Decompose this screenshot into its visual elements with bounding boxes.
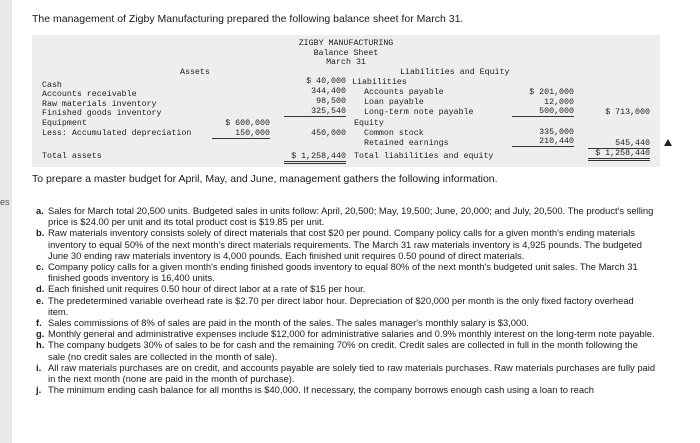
- list-item-b: [36, 227, 656, 261]
- equity-label-common: Common stock: [364, 129, 424, 138]
- item-text: Monthly general and administrative expenses include $12,000 for administrative salaries and 0.9% monthly interest on the long-term note payable.: [48, 328, 655, 340]
- accum-dep-value: 150,000: [212, 129, 270, 139]
- mouse-cursor-icon: [664, 139, 672, 146]
- item-letter: h.: [36, 339, 45, 351]
- liab-label-loan: Loan payable: [364, 98, 424, 107]
- item-letter: i.: [36, 361, 42, 373]
- item-text: The minimum ending cash balance for all months is $40,000. If necessary, the company borrows enough cash using a loan to reach: [48, 384, 594, 396]
- loan-value: 12,000: [544, 98, 574, 107]
- list-item-i: [36, 362, 656, 384]
- list-item-e: [36, 295, 656, 317]
- asset-label-fg: Finished goods inventory: [42, 109, 162, 118]
- item-letter: g.: [36, 328, 45, 340]
- list-item-c: [36, 261, 656, 283]
- equipment-value: $ 600,000: [225, 119, 270, 128]
- liab-label-ap: Accounts payable: [364, 88, 444, 97]
- item-letter: f.: [36, 317, 42, 329]
- list-item-h: [36, 339, 656, 361]
- liab-label-note: Long-term note payable: [364, 108, 474, 117]
- common-stock-value: 335,000: [539, 128, 574, 137]
- retained-earnings-value: 210,440: [512, 137, 574, 147]
- total-le-label: Total liabilities and equity: [354, 152, 494, 161]
- item-letter: a.: [36, 205, 44, 216]
- item-text: Each finished unit requires 0.50 hour of direct labor at a rate of $15 per hour.: [48, 283, 366, 295]
- total-equity-value: 545,440: [588, 139, 650, 149]
- total-liabilities-value: $ 713,000: [605, 108, 650, 117]
- intro-text: The management of Zigby Manufacturing prepared the following balance sheet for March 31.: [32, 13, 464, 25]
- side-panel-label: es: [0, 197, 10, 207]
- balance-sheet: [32, 35, 660, 167]
- master-budget-intro: To prepare a master budget for April, May, and June, management gathers the following information.: [32, 173, 498, 185]
- bs-title-company: ZIGBY MANUFACTURING: [298, 39, 394, 48]
- item-letter: d.: [36, 283, 45, 295]
- asset-label-ar: Accounts receivable: [42, 90, 137, 99]
- note-value: 500,000: [512, 107, 574, 117]
- total-le-value: $ 1,258,440: [588, 149, 650, 161]
- list-item-g: [36, 328, 656, 339]
- item-text: Raw materials inventory consists solely of direct materials that cost $20 per pound. Company policy calls for a given month's ending materials inventory to equal 50% of the next month's direct materials requirements. The March 31 raw materials inventory is 4,925 pounds. The budgeted June 30 ending raw materials inventory is 4,000 pounds. Each finished unit requires 0.50 pound of direct materials.: [48, 227, 642, 261]
- equity-label: Equity: [354, 119, 384, 128]
- assets-header: Assets: [180, 68, 210, 77]
- asset-label-accum-dep: Less: Accumulated depreciation: [42, 129, 192, 138]
- item-letter: c.: [36, 261, 44, 273]
- item-letter: b.: [36, 227, 45, 239]
- total-assets-value: $ 1,258,440: [284, 152, 346, 164]
- item-text: The company budgets 30% of sales to be for cash and the remaining 70% on credit. Credit sales are collected in full in the month following the sale (no credit sales are collected in the month of sale).: [48, 339, 638, 362]
- item-text: Company policy calls for a given month's ending finished goods inventory to equal 80% of the next month's budgeted unit sales. The March 31 finished goods inventory is 16,400 units.: [48, 261, 638, 284]
- raw-value: 98,500: [316, 97, 346, 106]
- cash-value: $ 40,000: [306, 77, 346, 86]
- item-letter: e.: [36, 294, 44, 306]
- asset-label-cash: Cash: [42, 81, 62, 90]
- equity-label-retained: Retained earnings: [364, 139, 449, 148]
- total-assets-label: Total assets: [42, 152, 102, 161]
- list-item-f: [36, 317, 656, 328]
- ar-value: 344,400: [311, 87, 346, 96]
- item-text: The predetermined variable overhead rate is $2.70 per direct labor hour. Depreciation of $20,000 per month is the only fixed factory overhead item.: [48, 294, 634, 317]
- ap-value: $ 201,000: [529, 88, 574, 97]
- net-equipment-value: 450,000: [311, 129, 346, 138]
- bs-title-date: March 31: [326, 58, 366, 67]
- liabilities-label: Liabilities: [352, 78, 407, 87]
- budget-info-list: [36, 205, 656, 395]
- item-text: Sales for March total 20,500 units. Budgeted sales in units follow: April, 20,500; May, 19,500; June, 20,000; and July, 20,500. The product's selling price is $24.00 per unit and its total product cost is $19.85 per unit.: [48, 205, 654, 228]
- item-letter: j.: [36, 384, 42, 396]
- liab-equity-header: Liabilities and Equity: [400, 68, 510, 77]
- list-item-d: [36, 283, 656, 294]
- item-text: Sales commissions of 8% of sales are paid in the month of the sales. The sales manager's monthly salary is $3,000.: [48, 317, 530, 329]
- asset-label-raw: Raw materials inventory: [42, 100, 157, 109]
- side-panel-strip: [0, 0, 12, 443]
- bs-title-statement: Balance Sheet: [313, 49, 379, 58]
- item-text: All raw materials purchases are on credit, and accounts payable are solely tied to raw materials purchases. Raw materials purchases are fully paid in the next month (none are paid in the month of purchase).: [48, 361, 656, 385]
- asset-label-equipment: Equipment: [42, 119, 87, 128]
- fg-value: 325,540: [284, 107, 346, 117]
- list-item-j: [36, 384, 656, 395]
- list-item-a: [36, 205, 656, 227]
